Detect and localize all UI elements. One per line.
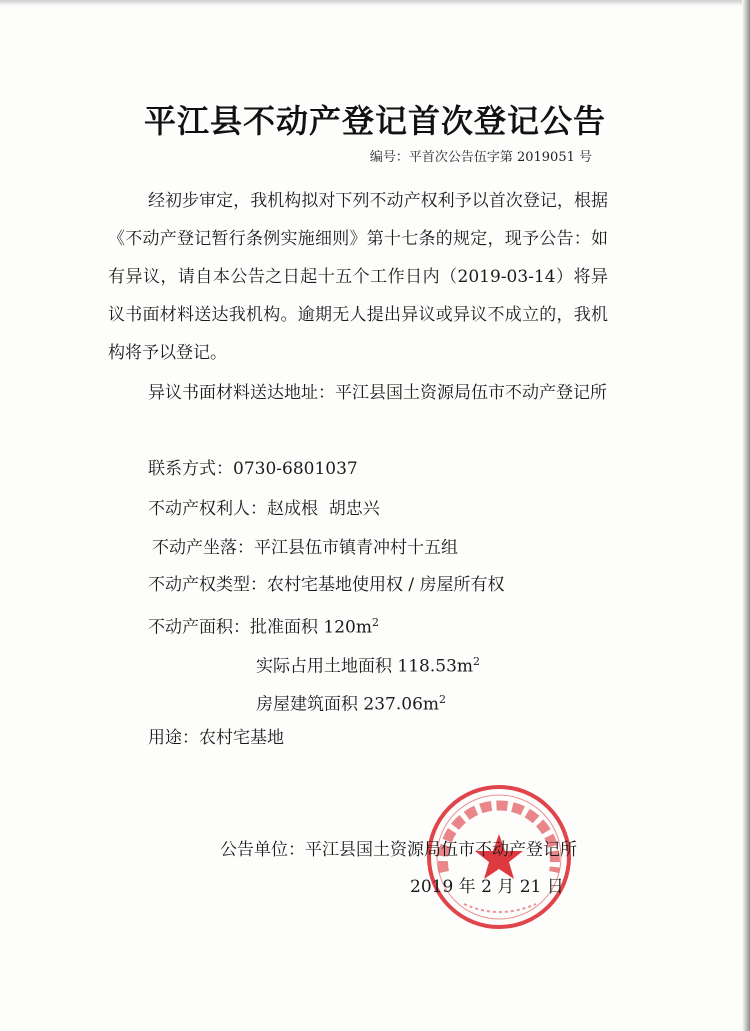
owner-row [148, 490, 380, 528]
usage-value: 农村宅基地 [199, 728, 284, 748]
body-paragraph-1: 经初步审定，我机构拟对下列不动产权利予以首次登记，根据《不动产登记暂行条例实施细则》第十七条的规定，现予公告：如有异议，请自本公告之日起十五个工作日内（2019-03-14）将异议书面材料送达我机构。逾期无人提出异议或异议不成立的，我机构将予以登记。 [108, 191, 608, 363]
contact-label: 联系方式： [148, 459, 233, 479]
usage-label: 用途： [148, 728, 199, 748]
area-label: 不动产面积： [148, 617, 250, 638]
body-paragraph-2: 异议书面材料送达地址：平江县国土资源局伍市不动产登记所 [148, 383, 607, 403]
location-row [152, 529, 458, 567]
area-unit-exponent: 2 [473, 655, 481, 668]
usage-row [148, 719, 284, 757]
issue-date: 2019 年 2 月 21 日 [410, 877, 564, 897]
area-building: 房屋建筑面积 237.06m [256, 694, 440, 715]
area-row [148, 604, 379, 647]
document-number: 编号：平首次公告伍字第 2019051 号 [369, 150, 592, 165]
location-value: 平江县伍市镇青冲村十五组 [254, 538, 458, 558]
owner-label: 不动产权利人： [148, 499, 267, 519]
right-type-label: 不动产权类型： [148, 575, 267, 595]
contact-value: 0730-6801037 [233, 459, 358, 479]
right-type-row [148, 566, 505, 604]
notice-title: 平江县不动产登记首次登记公告 [143, 102, 606, 140]
area-actual-row [256, 643, 480, 686]
area-building-row [256, 681, 446, 724]
scan-edge-top [0, 0, 750, 6]
area-unit-exponent: 2 [439, 693, 447, 706]
area-actual: 实际占用土地面积 118.53m [256, 656, 474, 677]
contact-row [148, 450, 358, 488]
issuing-unit: 公告单位：平江县国土资源局伍市不动产登记所 [220, 840, 577, 860]
right-type-value: 农村宅基地使用权 / 房屋所有权 [267, 575, 505, 595]
owner-value: 赵成根 胡忠兴 [267, 499, 380, 519]
area-approved: 批准面积 120m [250, 617, 372, 638]
location-label: 不动产坐落： [152, 538, 254, 558]
area-unit-exponent: 2 [371, 616, 379, 629]
scan-edge-right [742, 0, 750, 1031]
